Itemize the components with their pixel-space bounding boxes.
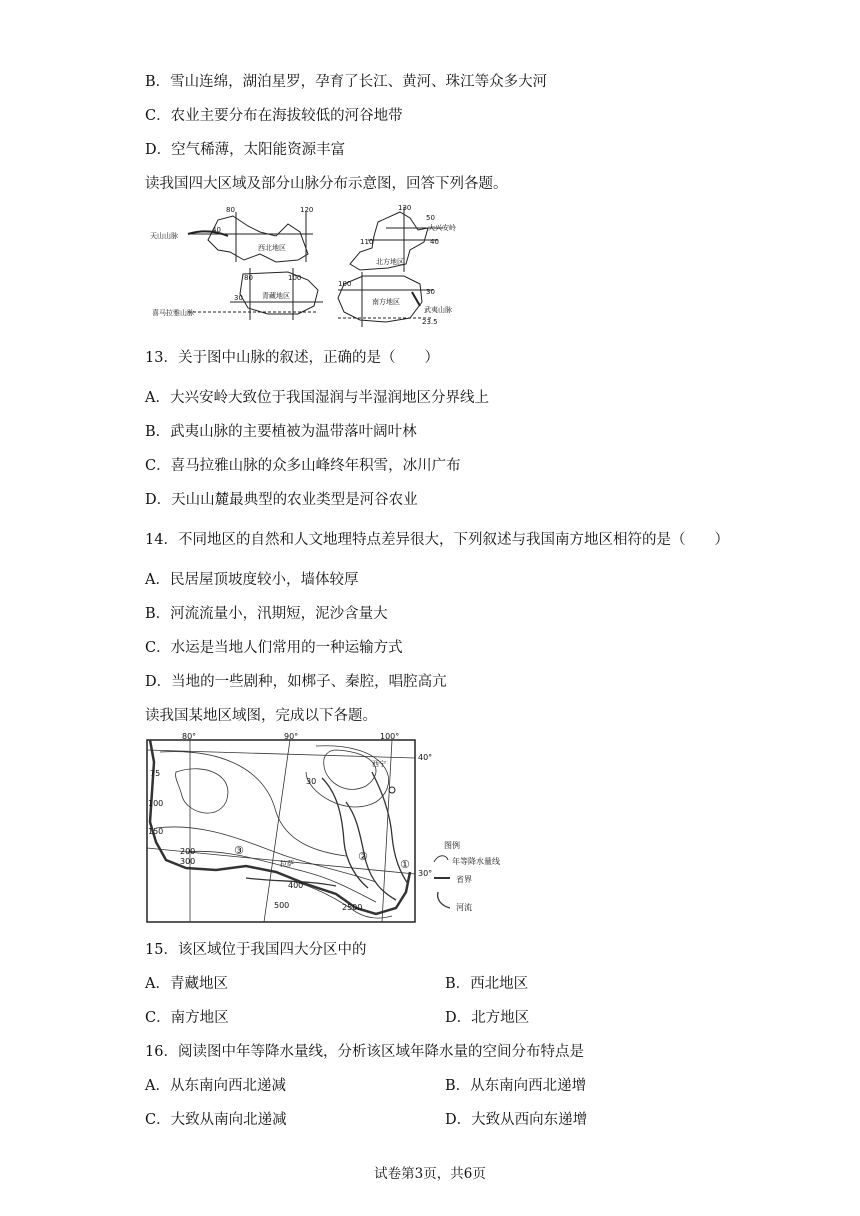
label-lat: 40 (212, 226, 221, 234)
label-lat: 30 (426, 288, 435, 296)
option-text: C．南方地区 (145, 1010, 229, 1026)
label-south: 南方地区 (372, 298, 400, 306)
option-text: A．从东南向西北递减 (145, 1078, 286, 1094)
option-text: A．民居屋顶坡度较小，墙体较厚 (145, 572, 359, 588)
label-lon: 130 (398, 204, 412, 212)
legend-border: 省界 (456, 875, 472, 884)
label-lon100: 100° (380, 732, 400, 741)
marker-1: ① (400, 858, 410, 871)
option-text: C．喜马拉雅山脉的众多山峰终年积雪，冰川广布 (145, 458, 461, 474)
option-text: D．北方地区 (445, 1010, 530, 1026)
map-legend (434, 840, 500, 912)
option-text: D．当地的一些剧种，如梆子、秦腔，唱腔高亢 (145, 674, 447, 690)
option-text: C．水运是当地人们常用的一种运输方式 (145, 640, 403, 656)
label-daxinganling: 大兴安岭 (428, 224, 456, 232)
intro-text: 读我国某地区域图，完成以下各题。 (145, 708, 377, 724)
label-qingzang: 青藏地区 (262, 292, 290, 300)
question-stem: 15．该区域位于我国四大分区中的 (145, 942, 367, 958)
label-north: 北方地区 (376, 258, 404, 266)
legend-title: 图例 (444, 841, 460, 850)
isohyet-label: 30 (306, 777, 317, 786)
option-text: D．大致从西向东递增 (445, 1112, 588, 1128)
city-label: 拉萨 (280, 860, 294, 868)
label-lon80: 80° (182, 732, 197, 741)
option-text: B．从东南向西北递增 (445, 1078, 587, 1094)
option-text: B．河流流量小，汛期短，泥沙含量大 (145, 606, 388, 622)
label-lon: 80 (244, 274, 253, 282)
label-lon: 110 (360, 238, 374, 246)
label-lon90: 90° (284, 732, 299, 741)
label-lat: 50 (426, 214, 435, 222)
region-map-figure (146, 732, 526, 924)
label-himalaya: 喜马拉雅山脉 (152, 309, 194, 317)
label-lon: 120 (300, 206, 314, 214)
isohyet-label: 300 (180, 857, 196, 866)
option-text: C．农业主要分布在海拔较低的河谷地带 (145, 108, 403, 124)
isohyet-label: 500 (274, 901, 290, 910)
label-lat: 40 (430, 238, 439, 246)
intro-text: 读我国四大区域及部分山脉分布示意图，回答下列各题。 (145, 176, 508, 192)
label-lat40: 40° (418, 753, 433, 762)
question-stem: 13．关于图中山脉的叙述，正确的是（ ） (145, 350, 439, 366)
isohyet-label: 2500 (342, 903, 363, 912)
legend-river: 河流 (456, 903, 472, 912)
option-text: D．空气稀薄，太阳能资源丰富 (145, 142, 346, 158)
label-lat: 23.5 (422, 318, 438, 326)
question-stem: 16．阅读图中年等降水量线，分析该区域年降水量的空间分布特点是 (145, 1044, 584, 1060)
option-text: A．青藏地区 (145, 976, 228, 992)
option-text: A．大兴安岭大致位于我国湿润与半湿润地区分界线上 (145, 390, 489, 406)
isohyet-label: 400 (288, 881, 304, 890)
label-tianshan: 天山山脉 (150, 232, 178, 240)
label-lat30: 30° (418, 869, 433, 878)
city-label: 西宁 (372, 760, 386, 768)
option-text: B．武夷山脉的主要植被为温带落叶阔叶林 (145, 424, 417, 440)
label-lon: 100 (338, 280, 352, 288)
isohyet-label: 200 (180, 847, 196, 856)
question-stem: 14．不同地区的自然和人文地理特点差异很大，下列叙述与我国南方地区相符的是（ ） (145, 532, 729, 548)
label-lon: 100 (288, 274, 302, 282)
label-lon: 80 (226, 206, 235, 214)
isohyet-label: 150 (148, 827, 164, 836)
option-text: C．大致从南向北递减 (145, 1112, 287, 1128)
marker-2: ② (358, 850, 368, 863)
four-regions-figure (148, 202, 456, 332)
page-footer: 试卷第3页，共6页 (374, 1166, 486, 1182)
isohyet-label: 100 (148, 799, 164, 808)
isohyet-label: 75 (150, 769, 161, 778)
option-text: D．天山山麓最典型的农业类型是河谷农业 (145, 492, 418, 508)
label-wuyi: 武夷山脉 (424, 306, 452, 314)
label-northwest: 西北地区 (258, 244, 286, 252)
marker-3: ③ (234, 844, 244, 857)
option-text: B．雪山连绵，湖泊星罗，孕育了长江、黄河、珠江等众多大河 (145, 74, 548, 90)
legend-isohyet: 年等降水量线 (452, 857, 500, 866)
label-lat: 30 (234, 294, 243, 302)
option-text: B．西北地区 (445, 976, 529, 992)
